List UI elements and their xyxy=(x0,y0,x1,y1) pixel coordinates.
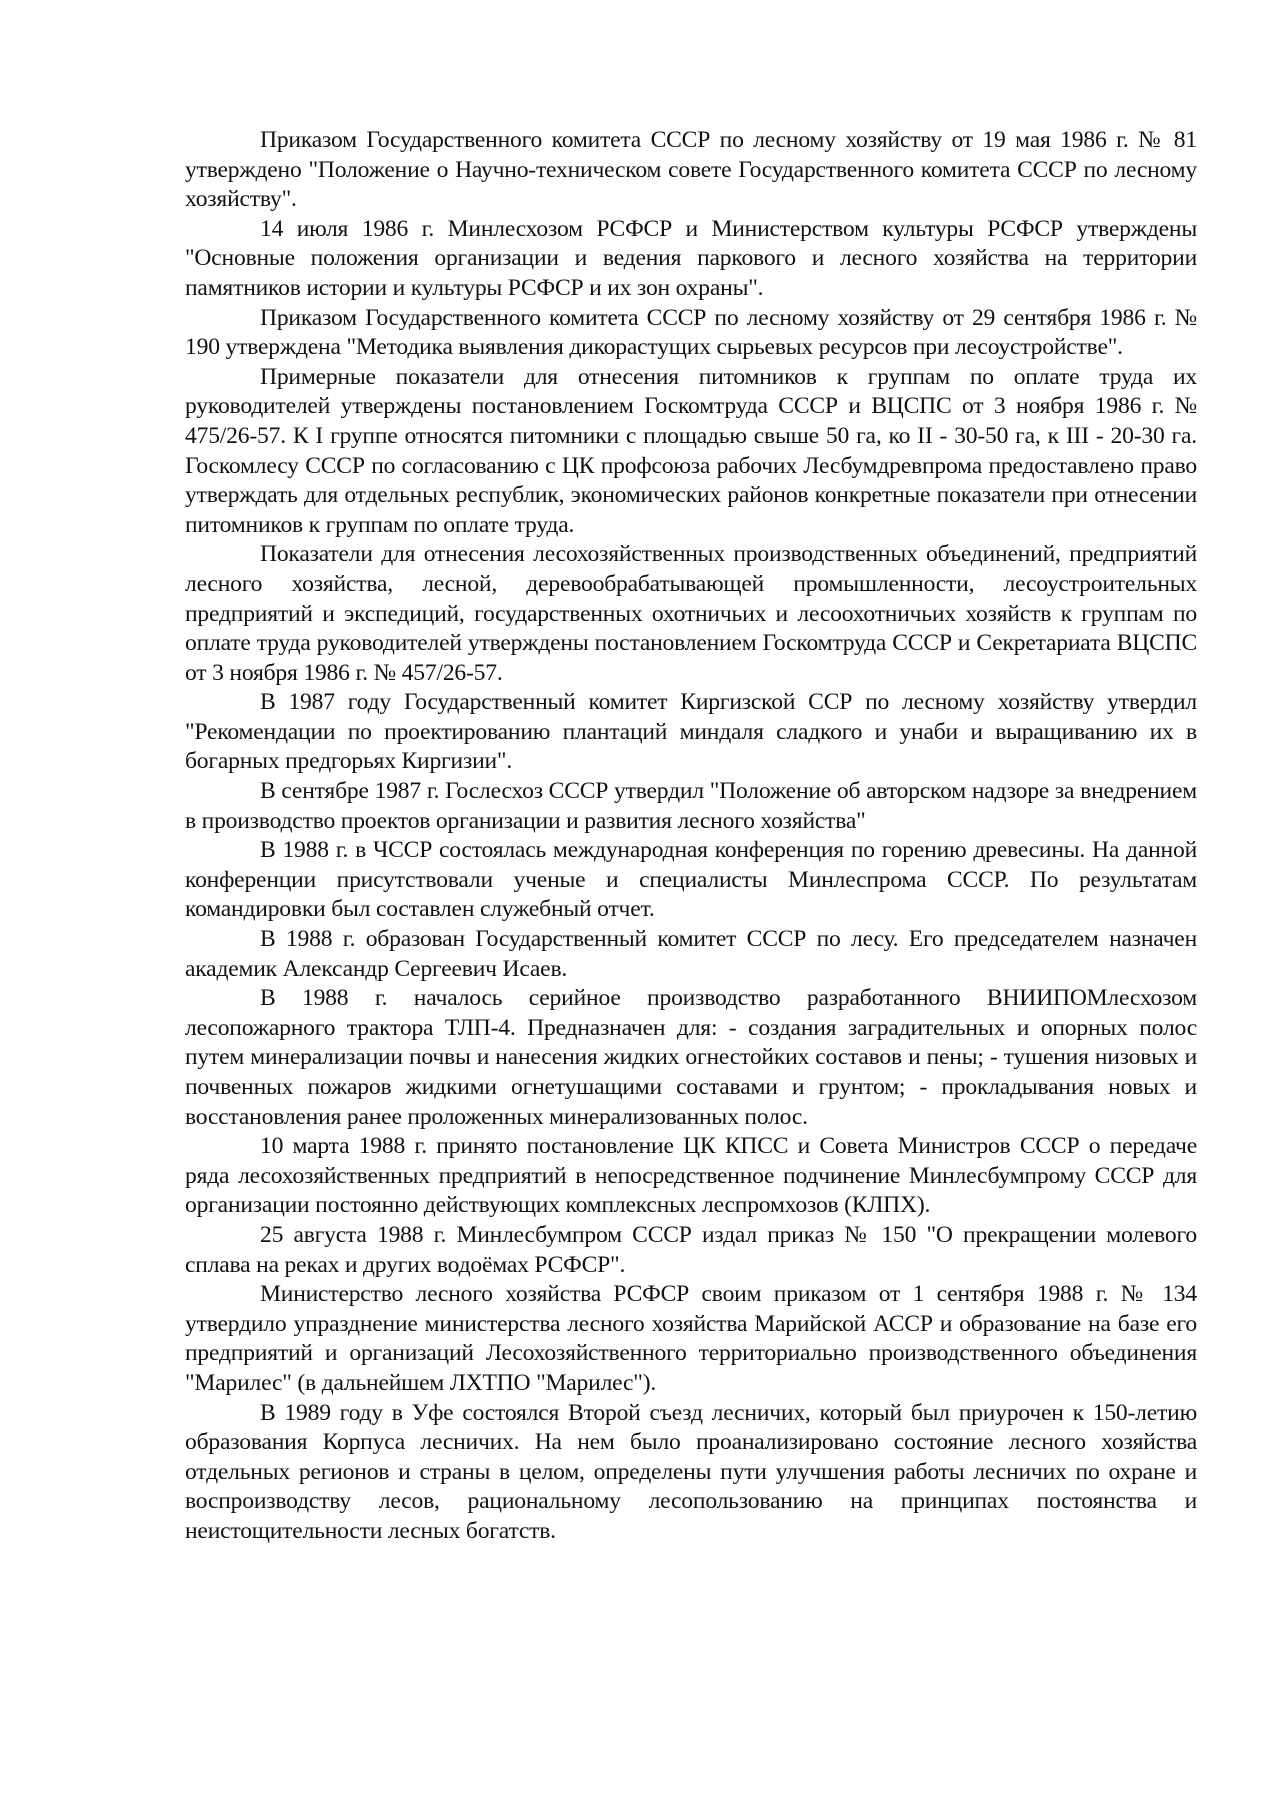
paragraph-author-supervision-regulation: В сентябре 1987 г. Гослесхоз СССР утвердил "Положение об авторском надзоре за внедрением в производство проектов организации и развития лесного хозяйства" xyxy=(185,778,1197,834)
paragraph-klph-resolution: 10 марта 1988 г. принято постановление ЦК КПСС и Совета Министров СССР о передаче ряда лесохозяйственных предприятий в непосредственное подчинение Минлесбумпрому СССР для организации постоянно действующих комплексных леспромхозов (КЛПХ). xyxy=(185,1133,1197,1219)
paragraph-wood-combustion-conference: В 1988 г. в ЧССР состоялась международная конференция по горению древесины. На данной конференции присутствовали ученые и специалисты Минлеспрома СССР. По результатам командировки был составлен служебный отчет. xyxy=(185,837,1197,923)
paragraph-nursery-pay-groups: Примерные показатели для отнесения питомников к группам по оплате труда их руководителей утверждены постановлением Госкомтруда СССР и ВЦСПС от 3 ноября 1986 г. № 475/26-57. К I группе относятся питомники с площадью свыше 50 га, ко II - 30-50 га, к III - 20-30 га. Госкомлесу СССР по согласованию с ЦК профсоюза рабочих Лесбумдревпрома предоставлено право утверждать для отдельных республик, экономических районов конкретные показатели при отнесении питомников к группам по оплате труда. xyxy=(185,363,1197,538)
paragraph-kyrgyz-almond-recommendations: В 1987 году Государственный комитет Киргизской ССР по лесному хозяйству утвердил "Рекомендации по проектированию плантаций миндаля сладкого и унаби и выращиванию их в богарных предгорьях Киргизии". xyxy=(185,689,1197,775)
document-page xyxy=(185,126,1197,1547)
paragraph-order-190-methodology: Приказом Государственного комитета СССР по лесному хозяйству от 29 сентября 1986 г. № 190 утверждена "Методика выявления дикорастущих сырьевых ресурсов при лесоустройстве". xyxy=(185,304,1197,361)
paragraph-park-forestry-regulations: 14 июля 1986 г. Минлесхозом РСФСР и Министерством культуры РСФСР утверждены "Основные положения организации и ведения паркового и лесного хозяйства на территории памятников истории и культуры РСФСР и их зон охраны". xyxy=(185,215,1197,301)
paragraph-order-81-scientific-council: Приказом Государственного комитета СССР по лесному хозяйству от 19 мая 1986 г. № 81 утверждено "Положение о Научно-техническом совете Государственного комитета СССР по лесному хозяйству". xyxy=(185,127,1197,213)
paragraph-order-150-rafting: 25 августа 1988 г. Минлесбумпром СССР издал приказ № 150 "О прекращении молевого сплава на реках и других водоёмах РСФСР". xyxy=(185,1221,1197,1278)
paragraph-state-forest-committee: В 1988 г. образован Государственный комитет СССР по лесу. Его председателем назначен академик Александр Сергеевич Исаев. xyxy=(185,926,1197,982)
paragraph-marilies-association: Министерство лесного хозяйства РСФСР своим приказом от 1 сентября 1988 г. № 134 утвердило упразднение министерства лесного хозяйства Марийской АССР и образование на базе его предприятий и организаций Лесохозяйственного территориально производственного объединения "Марилес" (в дальнейшем ЛХТПО "Марилес"). xyxy=(185,1281,1197,1396)
paragraph-enterprise-pay-groups: Показатели для отнесения лесохозяйственных производственных объединений, предприятий лесного хозяйства, лесной, деревообрабатывающей промышленности, лесоустроительных предприятий и экспедиций, государственных охотничьих и лесоохотничьих хозяйств к группам по оплате труда руководителей утверждены постановлением Госкомтруда СССР и Секретариата ВЦСПС от 3 ноября 1986 г. № 457/26-57. xyxy=(185,541,1197,686)
paragraph-second-foresters-congress: В 1989 году в Уфе состоялся Второй съезд лесничих, который был приурочен к 150-летию образования Корпуса лесничих. На нем было проанализировано состояние лесного хозяйства отдельных регионов и страны в целом, определены пути улучшения работы лесничих по охране и воспроизводству лесов, рациональному лесопользованию на принципах постоянства и неистощительности лесных богатств. xyxy=(185,1399,1197,1544)
paragraph-tlp4-tractor: В 1988 г. началось серийное производство разработанного ВНИИПОМлесхозом лесопожарного трактора ТЛП-4. Предназначен для: - создания заградительных и опорных полос путем минерализации почвы и нанесения жидких огнестойких составов и пены; - тушения низовых и почвенных пожаров жидкими огнетушащими составами и грунтом; - прокладывания новых и восстановления ранее проложенных минерализованных полос. xyxy=(185,985,1197,1130)
